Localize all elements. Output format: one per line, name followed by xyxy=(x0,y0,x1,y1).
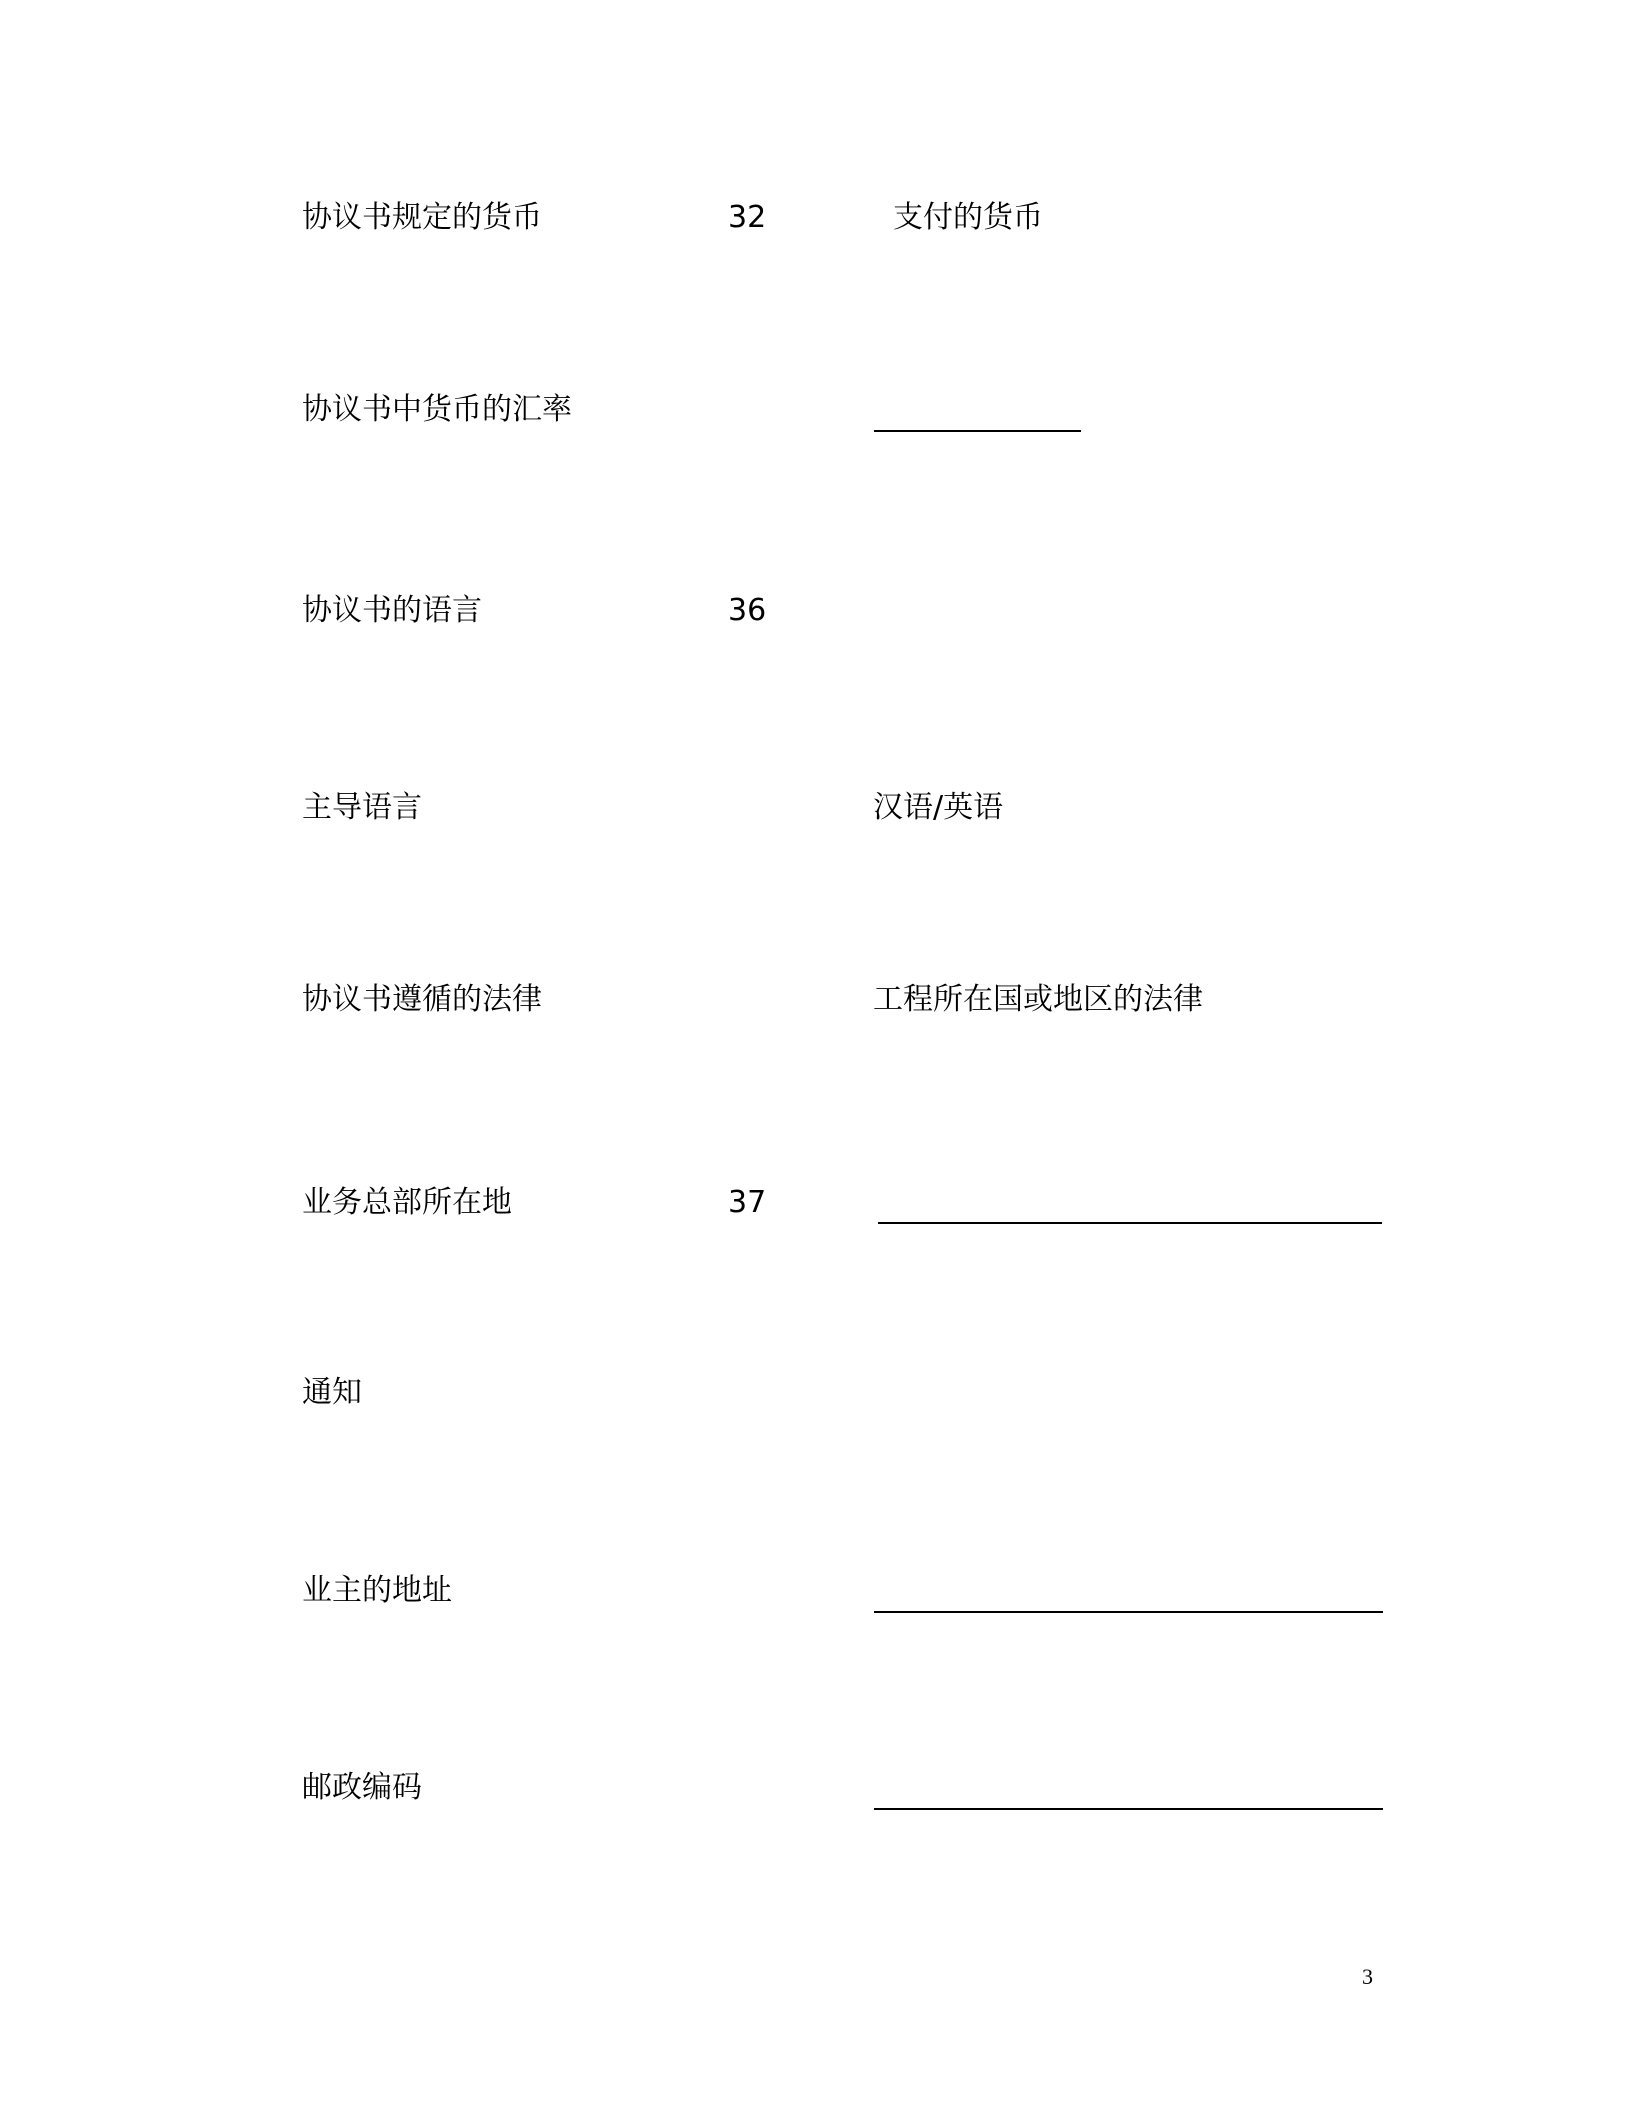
value-governing-law: 工程所在国或地区的法律 xyxy=(873,982,1203,1017)
label-governing-language: 主导语言 xyxy=(302,790,422,825)
postal-code-blank-line xyxy=(874,1808,1383,1810)
clause-number-37: 37 xyxy=(728,1185,767,1220)
label-exchange-rate: 协议书中货币的汇率 xyxy=(302,392,572,427)
clause-number-36: 36 xyxy=(728,593,767,628)
label-owner-address: 业主的地址 xyxy=(302,1573,452,1608)
headquarters-blank-line xyxy=(878,1222,1382,1224)
exchange-rate-blank-line xyxy=(874,430,1081,432)
page-number: 3 xyxy=(1362,1964,1373,1989)
label-notices: 通知 xyxy=(302,1375,362,1410)
owner-address-blank-line xyxy=(874,1611,1383,1613)
label-agreement-language: 协议书的语言 xyxy=(302,593,482,628)
label-governing-law: 协议书遵循的法律 xyxy=(302,982,542,1017)
label-headquarters-location: 业务总部所在地 xyxy=(302,1185,512,1220)
value-payment-currency: 支付的货币 xyxy=(893,200,1043,235)
label-postal-code: 邮政编码 xyxy=(302,1770,422,1805)
value-governing-language: 汉语/英语 xyxy=(873,790,1004,825)
label-agreement-currency: 协议书规定的货币 xyxy=(302,200,542,235)
clause-number-32: 32 xyxy=(728,200,767,235)
